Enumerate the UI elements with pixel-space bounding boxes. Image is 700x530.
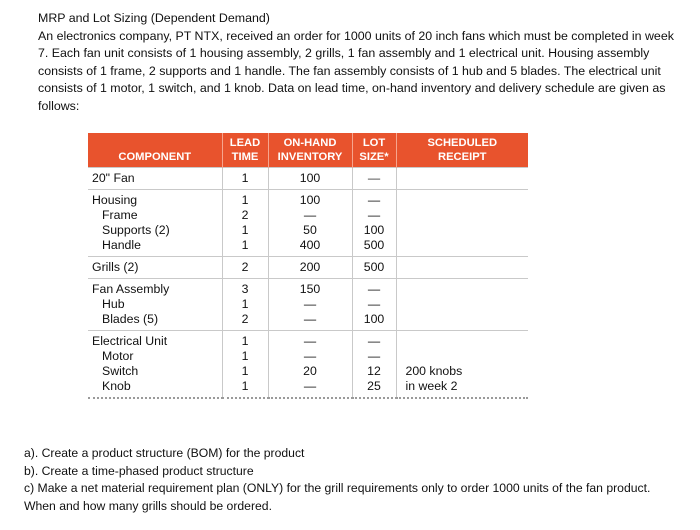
cell-lead-time: 1 1 1 1: [222, 331, 268, 399]
cell-scheduled-receipt: [396, 257, 528, 279]
cell-on-hand: 100: [268, 168, 352, 190]
cell-on-hand: 200: [268, 257, 352, 279]
knob-receipt-line-2: in week 2: [405, 379, 458, 393]
cell-on-hand: 150 — —: [268, 279, 352, 331]
cell-lot-size: — — 100 500: [352, 190, 396, 257]
header-on-hand-inventory: ON-HAND INVENTORY: [268, 133, 352, 168]
cell-component: Fan Assembly Hub Blades (5): [92, 282, 170, 326]
cell-scheduled-receipt: [396, 331, 528, 399]
component-data-table: [88, 133, 528, 399]
table-row-housing-group: [88, 190, 528, 257]
cell-component: Housing Frame Supports (2) Handle: [92, 193, 170, 252]
header-scheduled-receipt: SCHEDULED RECEIPT: [396, 133, 528, 168]
table-row-fan-assembly-group: [88, 279, 528, 331]
cell-scheduled-receipt: [396, 190, 528, 257]
cell-lot-size: —: [352, 168, 396, 190]
cell-component: Grills (2): [92, 260, 139, 274]
problem-title: MRP and Lot Sizing (Dependent Demand): [38, 11, 270, 25]
cell-scheduled-receipt: [396, 279, 528, 331]
table-row-grills: [88, 257, 528, 279]
problem-paragraph: An electronics company, PT NTX, received an order for 1000 units of 20 inch fans which must be completed in week 7. Each fan unit consists of 1 housing assembly, 2 grills, 1 fan assembly and 1 electrical unit. Housing assembly consists of 1 frame, 2 supports and 1 handle. The fan assembly consists of 1 hub and 5 blades. The electrical unit consists of 1 motor, 1 switch, and 1 knob. Data on lead time, on-hand inventory and delivery schedule are given as follows:: [38, 28, 674, 113]
cell-lead-time: 1: [222, 168, 268, 190]
cell-component: 20" Fan: [92, 171, 135, 185]
task-list: [24, 445, 684, 515]
cell-component: Electrical Unit Motor Switch Knob: [92, 334, 168, 393]
task-b: b). Create a time-phased product structure: [24, 463, 254, 478]
knob-receipt-line-1: 200 knobs: [405, 364, 463, 378]
cell-lot-size: 500: [352, 257, 396, 279]
cell-lead-time: 2: [222, 257, 268, 279]
table-header-row: [88, 133, 528, 168]
table-row-fan: [88, 168, 528, 190]
problem-intro: [38, 10, 678, 116]
task-c: c) Make a net material requirement plan (ONLY) for the grill requirements only to order 1000 units of the fan product. When and how many grills should be ordered.: [24, 481, 651, 513]
cell-lot-size: — — 100: [352, 279, 396, 331]
header-lead-time: LEAD TIME: [222, 133, 268, 168]
cell-lot-size: — — 12 25: [352, 331, 396, 399]
cell-on-hand: — — 20 —: [268, 331, 352, 399]
header-component: COMPONENT: [88, 133, 222, 168]
cell-lead-time: 3 1 2: [222, 279, 268, 331]
cell-scheduled-receipt: [396, 168, 528, 190]
cell-lead-time: 1 2 1 1: [222, 190, 268, 257]
header-lot-size: LOT SIZE*: [352, 133, 396, 168]
table-row-electrical-unit-group: [88, 331, 528, 399]
task-a: a). Create a product structure (BOM) for the product: [24, 446, 305, 460]
cell-on-hand: 100 — 50 400: [268, 190, 352, 257]
